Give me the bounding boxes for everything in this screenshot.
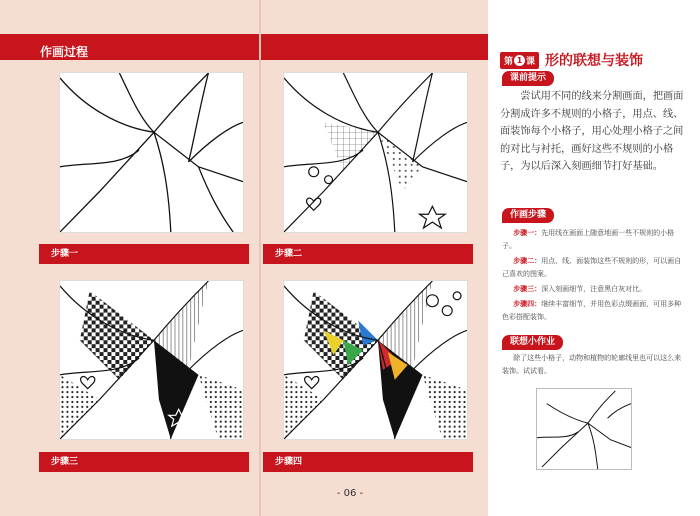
step-label-3: 步骤三 [39,452,249,472]
lesson-number-badge: 第 1 课 [500,52,539,69]
tips-body: 尝试用不同的线来分割画面，把画面分割成许多不规则的小格子，用点、线、面装饰每个小格子，用心处理小格子之间的对比与衬托，画好这些不规则的小格子，为以后深入刻画细节打好基础。 [500,91,684,172]
lesson-title: 形的联想与装饰 [545,53,644,69]
procedure-item: 步骤一：先用线在画面上随意地画一些不规则的小格子。 [502,228,675,250]
practice-drawing [536,388,632,470]
header-title: 作画过程 [40,45,89,59]
procedure-item: 步骤三：深入刻画细节，注意黑白灰对比。 [513,284,647,293]
step4-drawing [283,280,468,440]
procedure-item: 步骤四：继续丰富细节，并用色彩点缀画面，可用多种色彩搭配装饰。 [502,299,682,321]
practice-body: 除了这些小格子，动物和植物的轮廓线里也可以这么来装饰。试试看。 [502,354,682,375]
step2-drawing [283,72,468,233]
page-spine [259,0,261,516]
procedure-item: 步骤二：用点、线、面装饰这些不规则的形，可以画自己喜欢的图案。 [502,256,682,278]
lesson-number: 1 [514,55,525,66]
step-label-1: 步骤一 [39,244,249,264]
step3-drawing [59,280,244,440]
tips-heading: 课前提示 [502,71,554,86]
page-number: - 06 - [336,488,364,499]
practice-heading: 联想小作业 [502,335,563,350]
step-label-4: 步骤四 [263,452,473,472]
lesson-header [500,50,643,70]
procedure-list [502,226,686,325]
procedure-heading: 作画步骤 [502,208,554,223]
step1-drawing [59,72,244,233]
step-label-2: 步骤二 [263,244,473,264]
